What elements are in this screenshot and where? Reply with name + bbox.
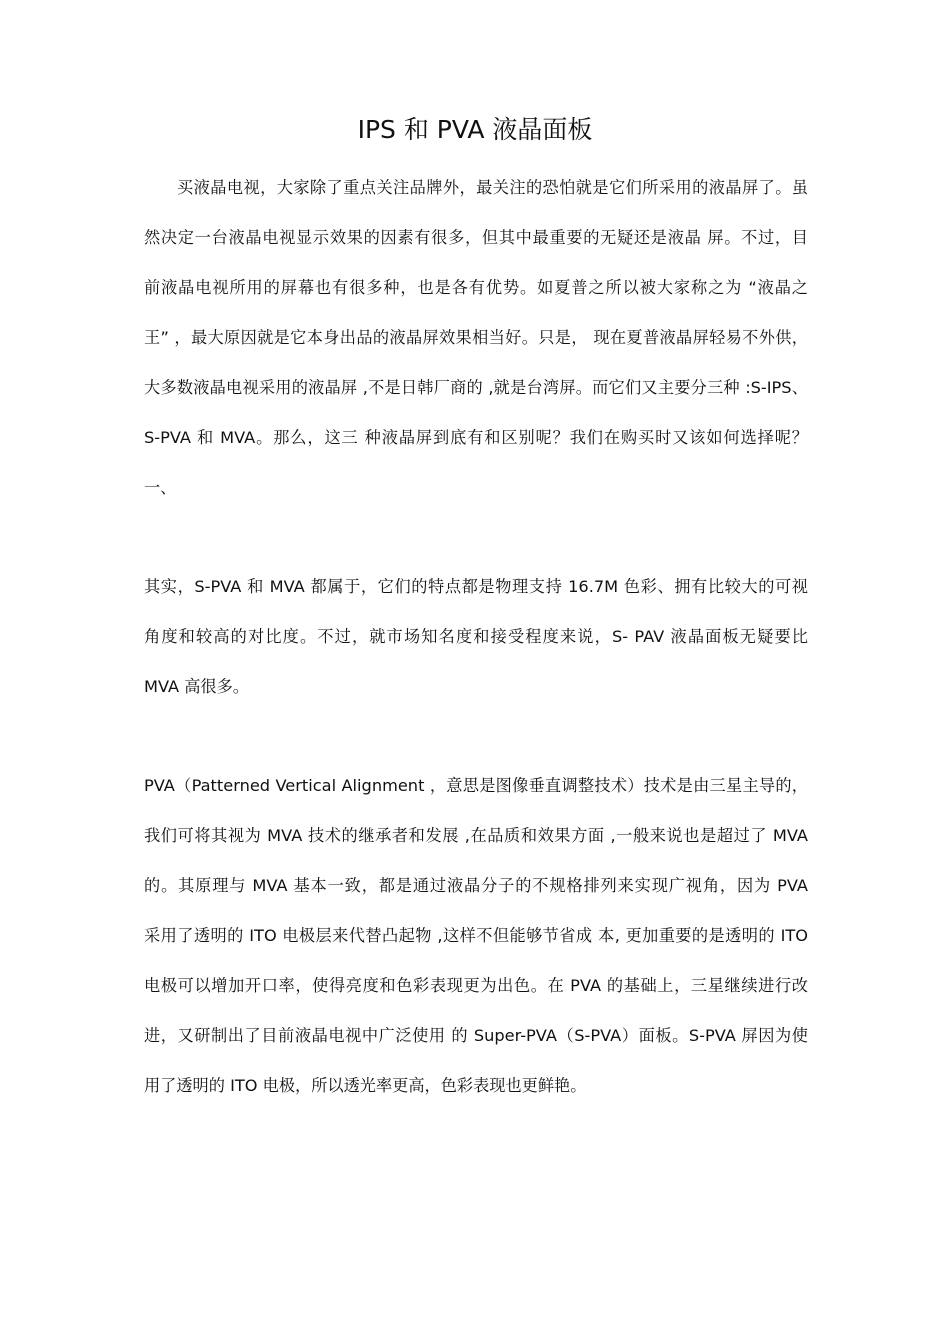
text-line: 大多数液晶电视采用的液晶屏 ,不是日韩厂商的 ,就是台湾屏。而它们又主要分三种 :S-IPS、 <box>144 378 808 397</box>
text-line: 用了透明的 ITO 电极，所以透光率更高，色彩表现也更鲜艳。 <box>144 1076 587 1095</box>
text-line: 角度和较高的对比度。不过，就市场知名度和接受程度来说，S- PAV 液晶面板无疑要比 <box>144 627 808 646</box>
paragraph-2 <box>144 562 808 712</box>
text-line: 然决定一台液晶电视显示效果的因素有很多，但其中最重要的无疑还是液晶 屏。不过，目 <box>144 228 808 247</box>
text-line: 一、 <box>144 478 177 497</box>
text-line: 买液晶电视，大家除了重点关注品牌外，最关注的恐怕就是它们所采用的液晶屏了。虽 <box>177 178 808 197</box>
text-line: 的。其原理与 MVA 基本一致，都是通过液晶分子的不规格排列来实现广视角，因为 PVA <box>144 876 808 895</box>
text-line: 电极可以增加开口率，使得亮度和色彩表现更为出色。在 PVA 的基础上，三星继续进行改 <box>144 976 808 995</box>
text-line: 采用了透明的 ITO 电极层来代替凸起物 ,这样不但能够节省成 本, 更加重要的是透明的 ITO <box>144 926 808 945</box>
text-line: 其实，S-PVA 和 MVA 都属于，它们的特点都是物理支持 16.7M 色彩、拥有比较大的可视 <box>144 577 808 596</box>
text-line: S-PVA 和 MVA。那么，这三 种液晶屏到底有和区别呢？我们在购买时又该如何选择呢？ <box>144 428 808 447</box>
text-line: 王” ，最大原因就是它本身出品的液晶屏效果相当好。只是， 现在夏普液晶屏轻易不外供， <box>144 328 808 347</box>
text-line: 前液晶电视所用的屏幕也有很多种，也是各有优势。如夏普之所以被大家称之为 “液晶之 <box>144 278 808 297</box>
text-line: PVA（Patterned Vertical Alignment ，意思是图像垂直调整技术）技术是由三星主导的， <box>144 776 808 795</box>
paragraph-1 <box>144 163 808 513</box>
paragraph-3 <box>144 761 808 1111</box>
text-line: 进，又研制出了目前液晶电视中广泛使用 的 Super-PVA（S-PVA）面板。S-PVA 屏因为使 <box>144 1026 808 1045</box>
text-line: MVA 高很多。 <box>144 677 249 696</box>
document-title: IPS 和 PVA 液晶面板 <box>357 115 593 144</box>
text-line: 我们可将其视为 MVA 技术的继承者和发展 ,在品质和效果方面 ,一般来说也是超过了 MVA <box>144 826 808 845</box>
